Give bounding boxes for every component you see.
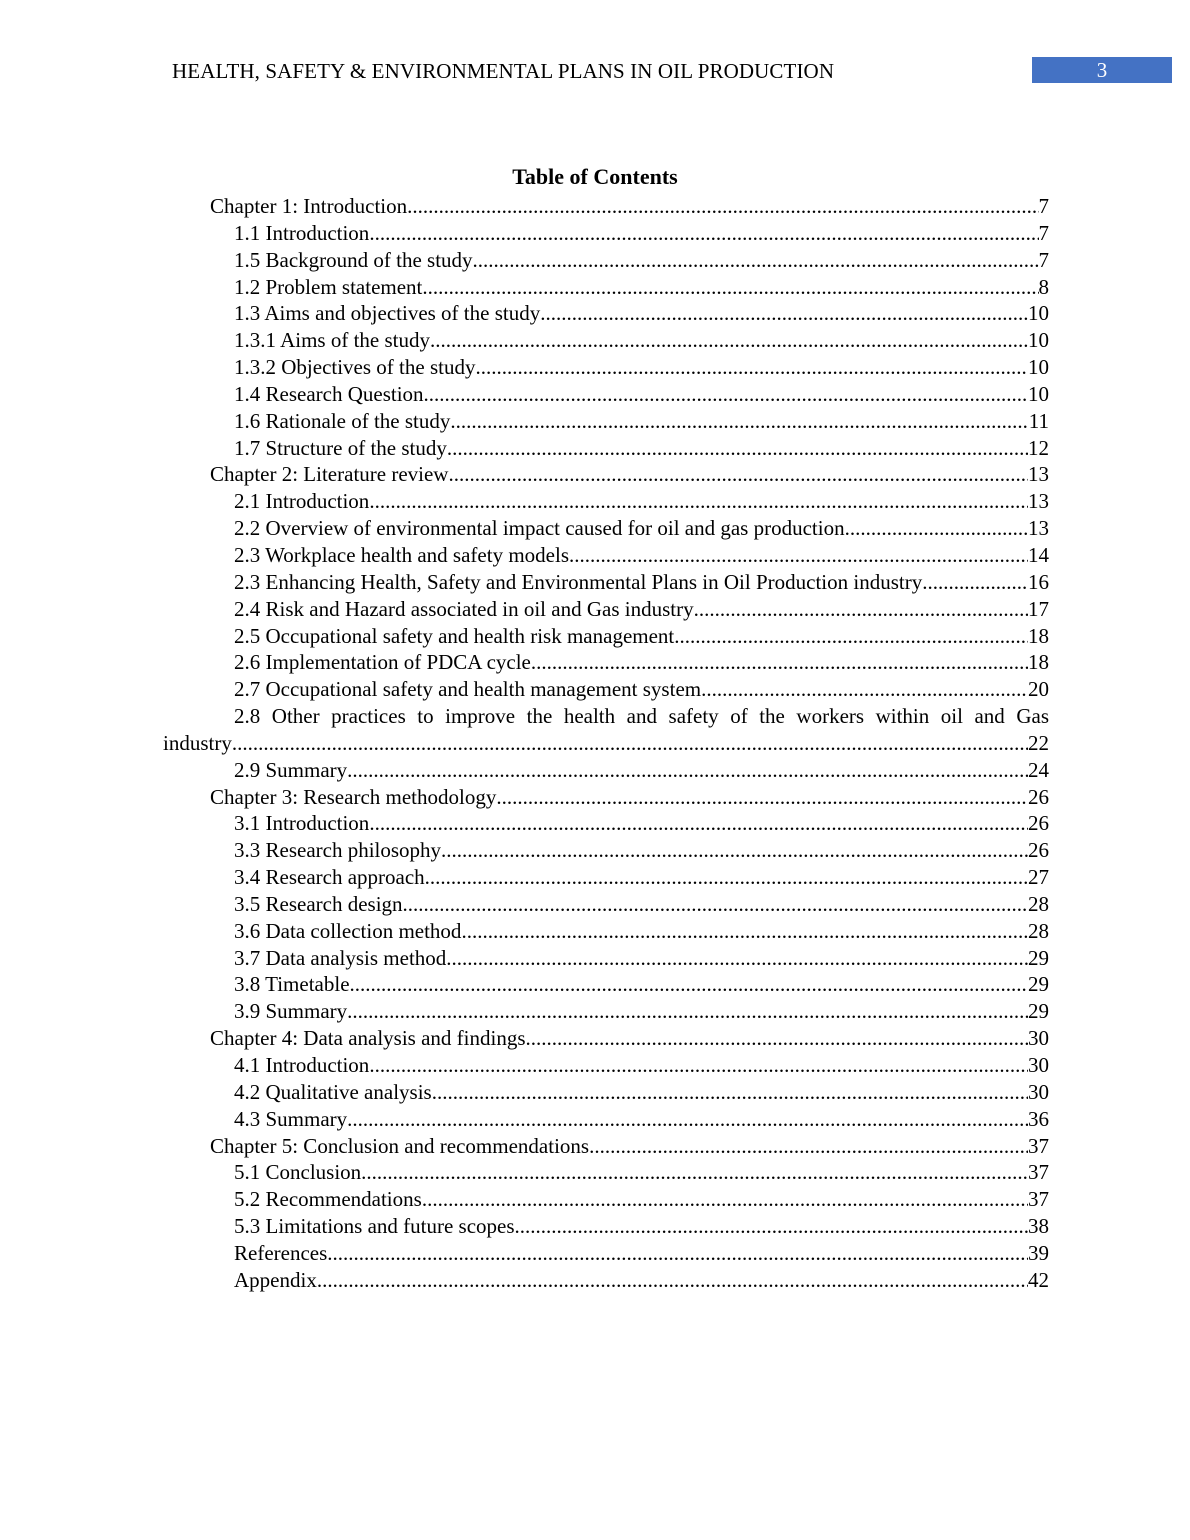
dot-leader (701, 676, 1028, 703)
toc-entry-1-5[interactable] (163, 247, 1049, 274)
toc-page-number: 28 (1028, 918, 1049, 943)
dot-leader (369, 1052, 1028, 1079)
toc-entry-text: Chapter 5: Conclusion and recommendations (210, 1133, 590, 1158)
toc-entry-text: 2.7 Occupational safety and health management system (234, 677, 702, 702)
dot-leader (589, 1133, 1028, 1160)
toc-entry-text: 3.7 Data analysis method (234, 945, 447, 970)
dot-leader (361, 1159, 1028, 1186)
toc-page-number: 18 (1028, 623, 1049, 648)
toc-entry-text: 2.5 Occupational safety and health risk management (234, 623, 675, 648)
toc-entry-2-7[interactable] (163, 676, 1049, 703)
dot-leader (422, 1186, 1028, 1213)
toc-page-number: 29 (1028, 999, 1049, 1024)
dot-leader (447, 435, 1028, 462)
toc-title: Table of Contents (512, 164, 678, 189)
toc-entry-text: 1.3.1 Aims of the study (234, 328, 431, 353)
toc-entry-text: 2.4 Risk and Hazard associated in oil and Gas industry (234, 596, 694, 621)
toc-entry-text: 2.9 Summary (234, 757, 348, 782)
toc-entry-references[interactable] (163, 1240, 1049, 1267)
toc-entry-text: 4.1 Introduction (234, 1053, 370, 1077)
toc-entry-text: 2.3 Workplace health and safety models (234, 542, 569, 567)
dot-leader (531, 649, 1028, 676)
toc-entry-text: 3.5 Research design (234, 891, 403, 916)
toc-page-number: 42 (1028, 1267, 1049, 1292)
dot-leader (422, 274, 1038, 301)
toc-entry-chapter-5[interactable] (163, 1133, 1049, 1160)
toc-page-number: 20 (1028, 677, 1049, 702)
dot-leader (425, 864, 1028, 891)
dot-leader (232, 730, 1028, 757)
running-head-title: HEALTH, SAFETY & ENVIRONMENTAL PLANS IN OIL PRODUCTION (172, 59, 835, 83)
dot-leader (403, 891, 1028, 918)
toc-page-number: 10 (1028, 301, 1049, 326)
toc-entry-1-3-2[interactable] (163, 354, 1049, 381)
toc-page-number: 18 (1028, 650, 1049, 675)
toc-entry-3-6[interactable] (163, 918, 1049, 945)
toc-page-number: 22 (1028, 730, 1049, 755)
toc-page-number: 10 (1028, 381, 1049, 406)
toc-entry-text: 2.8 Other practices to improve the health and safety of the workers within oil and Gas (234, 704, 1049, 729)
dot-leader (446, 945, 1028, 972)
toc-page-number: 16 (1028, 569, 1049, 594)
toc-page-number: 13 (1028, 462, 1049, 487)
dot-leader (424, 381, 1028, 408)
page-number-badge: 3 (1032, 57, 1172, 83)
toc-page-number: 12 (1028, 435, 1049, 460)
toc-entry-1-3[interactable] (163, 300, 1049, 327)
toc-entry-text: 5.1 Conclusion (234, 1160, 362, 1185)
toc-entry-text: 1.2 Problem statement (234, 274, 423, 299)
toc-entry-text: 2.1 Introduction (234, 489, 370, 514)
toc-entry-2-4[interactable] (163, 596, 1049, 623)
dot-leader (922, 569, 1028, 596)
toc-entry-1-2[interactable] (163, 274, 1049, 301)
toc-entry-3-1[interactable] (163, 810, 1049, 837)
toc-entry-2-3-enhancing[interactable] (163, 569, 1049, 596)
dot-leader (473, 247, 1039, 274)
toc-page-number: 39 (1028, 1240, 1049, 1265)
toc-entry-5-3[interactable] (163, 1213, 1049, 1240)
toc-entry-5-1[interactable] (163, 1159, 1049, 1186)
dot-leader (432, 1079, 1028, 1106)
toc-entry-chapter-3[interactable] (163, 784, 1049, 811)
toc-page-number: 13 (1028, 489, 1049, 514)
toc-page-number: 7 (1038, 194, 1049, 218)
toc-page-number: 26 (1028, 811, 1049, 836)
toc-entry-text: References (234, 1240, 328, 1265)
toc-page-number: 28 (1028, 891, 1049, 916)
toc-page-number: 38 (1028, 1214, 1049, 1239)
toc-page-number: 13 (1028, 516, 1049, 541)
toc-entry-chapter-1[interactable] (163, 193, 1049, 220)
toc-entry-text: 3.3 Research philosophy (234, 838, 442, 863)
toc-entry-4-3[interactable] (163, 1106, 1049, 1133)
toc-entry-chapter-2[interactable] (163, 461, 1049, 488)
toc-entry-4-1[interactable] (163, 1052, 1049, 1079)
toc-entry-1-6[interactable] (163, 408, 1049, 435)
toc-page-number: 29 (1028, 945, 1049, 970)
toc-entry-text: 1.1 Introduction (234, 220, 370, 245)
toc-entry-text: 1.3.2 Objectives of the study (234, 355, 476, 380)
dot-leader (347, 1106, 1028, 1133)
toc-entry-text: 3.4 Research approach (234, 865, 425, 890)
toc-entry-2-2[interactable] (163, 515, 1049, 542)
toc-page-number: 36 (1028, 1106, 1049, 1131)
toc-entry-text: 1.4 Research Question (234, 381, 424, 406)
dot-leader (448, 461, 1028, 488)
dot-leader (569, 542, 1028, 569)
toc-entry-1-1[interactable] (163, 220, 1049, 247)
toc-entry-text: 4.2 Qualitative analysis (234, 1079, 432, 1104)
toc-entry-text: Chapter 3: Research methodology (210, 784, 497, 809)
toc-entry-appendix[interactable] (163, 1267, 1049, 1294)
dot-leader (327, 1240, 1028, 1267)
toc-entry-text: 2.6 Implementation of PDCA cycle (234, 650, 531, 675)
toc-page-number: 37 (1028, 1133, 1049, 1158)
toc-entry-3-5[interactable] (163, 891, 1049, 918)
toc-entry-2-9[interactable] (163, 757, 1049, 784)
toc-entry-3-3[interactable] (163, 837, 1049, 864)
toc-page-number: 29 (1028, 972, 1049, 997)
toc-entry-text: Chapter 1: Introduction (210, 194, 408, 218)
toc-entry-text: 1.7 Structure of the study (234, 435, 447, 460)
dot-leader (441, 837, 1028, 864)
dot-leader (526, 1025, 1028, 1052)
dot-leader (347, 757, 1028, 784)
toc-entry-text-continued: industry (163, 730, 232, 755)
toc-entry-text: 4.3 Summary (234, 1106, 348, 1131)
toc-page-number: 27 (1028, 865, 1049, 890)
toc-entry-1-3-1[interactable] (163, 327, 1049, 354)
toc-entry-text: 3.8 Timetable (234, 972, 350, 997)
toc-entry-3-7[interactable] (163, 945, 1049, 972)
toc-entry-text: Appendix (234, 1267, 317, 1292)
dot-leader (515, 1213, 1028, 1240)
dot-leader (369, 810, 1028, 837)
toc-entry-2-1[interactable] (163, 488, 1049, 515)
toc-page-number: 10 (1028, 328, 1049, 353)
toc-entry-2-8[interactable] (163, 703, 1049, 757)
dot-leader (461, 918, 1028, 945)
dot-leader (540, 300, 1028, 327)
dot-leader (369, 220, 1038, 247)
dot-leader (317, 1267, 1028, 1294)
toc-entry-1-7[interactable] (163, 435, 1049, 462)
toc-page-number: 30 (1028, 1053, 1049, 1077)
toc-entry-2-6[interactable] (163, 649, 1049, 676)
toc-entry-3-9[interactable] (163, 998, 1049, 1025)
toc-page-number: 7 (1038, 220, 1049, 245)
dot-leader (450, 408, 1028, 435)
toc-entry-2-3-models[interactable] (163, 542, 1049, 569)
dot-leader (674, 623, 1028, 650)
toc-entry-5-2[interactable] (163, 1186, 1049, 1213)
toc-page-number: 8 (1038, 274, 1049, 299)
dot-leader (350, 971, 1028, 998)
dot-leader (369, 488, 1028, 515)
toc-entry-4-2[interactable] (163, 1079, 1049, 1106)
toc-entry-2-5[interactable] (163, 623, 1049, 650)
dot-leader (430, 327, 1028, 354)
toc-page-number: 30 (1028, 1026, 1049, 1051)
toc-entry-text: 3.1 Introduction (234, 811, 370, 836)
dot-leader (694, 596, 1028, 623)
toc-page-number: 37 (1028, 1160, 1049, 1185)
toc-page-number: 7 (1038, 247, 1049, 272)
toc-entry-text: 1.5 Background of the study (234, 247, 473, 272)
table-of-contents (163, 193, 1049, 1294)
toc-page-number: 17 (1028, 596, 1049, 621)
toc-entry-3-8[interactable] (163, 971, 1049, 998)
toc-page-number: 26 (1028, 838, 1049, 863)
toc-page-number: 37 (1028, 1187, 1049, 1212)
dot-leader (347, 998, 1028, 1025)
toc-entry-text: 1.6 Rationale of the study (234, 408, 451, 433)
toc-entry-text: 1.3 Aims and objectives of the study (234, 301, 541, 326)
dot-leader (407, 193, 1038, 220)
toc-entry-text: 3.9 Summary (234, 999, 348, 1024)
dot-leader (845, 515, 1028, 542)
toc-page-number: 11 (1028, 408, 1049, 433)
toc-entry-text: Chapter 4: Data analysis and findings (210, 1026, 526, 1051)
toc-entry-3-4[interactable] (163, 864, 1049, 891)
toc-entry-text: 5.3 Limitations and future scopes (234, 1214, 515, 1239)
toc-page-number: 26 (1028, 784, 1049, 809)
toc-entry-text: 2.2 Overview of environmental impact caused for oil and gas production (234, 516, 845, 541)
toc-page-number: 30 (1028, 1079, 1049, 1104)
toc-page-number: 10 (1028, 355, 1049, 380)
dot-leader (475, 354, 1028, 381)
toc-entry-text: 5.2 Recommendations (234, 1187, 422, 1212)
toc-entry-1-4[interactable] (163, 381, 1049, 408)
toc-entry-chapter-4[interactable] (163, 1025, 1049, 1052)
toc-page-number: 14 (1028, 542, 1049, 567)
toc-entry-text: 2.3 Enhancing Health, Safety and Environmental Plans in Oil Production industry (234, 569, 923, 594)
toc-entry-text: 3.6 Data collection method (234, 918, 462, 943)
toc-page-number: 24 (1028, 757, 1049, 782)
toc-entry-text: Chapter 2: Literature review (210, 462, 449, 487)
dot-leader (496, 784, 1028, 811)
